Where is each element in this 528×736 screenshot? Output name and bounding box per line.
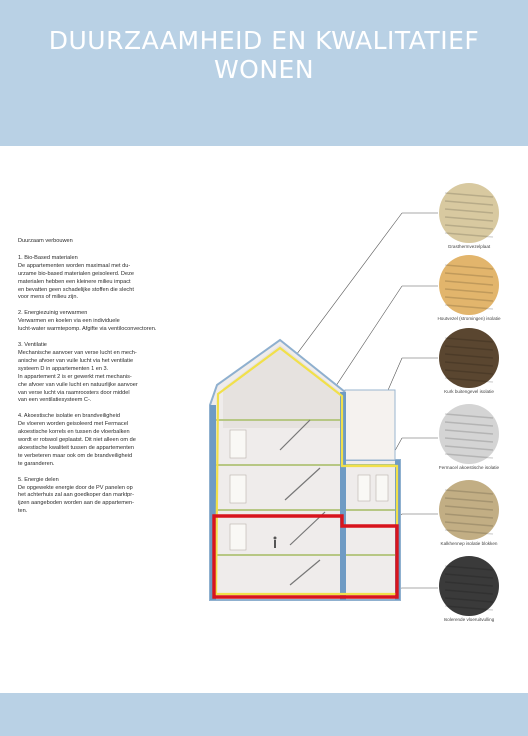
text-column: [18, 238, 186, 524]
body-line: van verse lucht via raamroosters door middel: [18, 389, 130, 396]
section-heading: Duurzaam verbouwen: [18, 238, 73, 244]
body-line: akoestische kwaliteit tussen de appartementen: [18, 444, 134, 451]
text-section: [18, 342, 186, 405]
sections-list: [18, 255, 186, 516]
body-line: De opgewekte energie door de PV panelen op: [18, 484, 133, 491]
text-section: [18, 477, 186, 517]
body-line: te garanderen.: [18, 460, 55, 467]
wood-fiber-board-icon: [439, 183, 499, 243]
body-line: materialen hebben een kleinere milieu impact: [18, 278, 131, 285]
body-line: akoestische korrels en tussen de vloerbalken: [18, 429, 130, 436]
gypsum-fiber-board-icon: [439, 404, 499, 464]
body-line: en bevatten geen schadelijke stoffen die slecht: [18, 286, 134, 293]
material-label: Isolerende vloeruitvulling: [443, 617, 495, 622]
wood-fiber-insulation-icon: [439, 255, 499, 315]
section-title: 1. Bio-Based materialen: [18, 254, 78, 261]
body-line: te verbeteren maar ook om de brandveiligheid: [18, 452, 133, 459]
body-line: De vloeren worden geisoleerd met Fermacel: [18, 421, 129, 428]
body-line: wordt er rotswol geplaatst. Dit niet alleen om de: [18, 437, 136, 444]
insulating-granules-icon: [439, 556, 499, 616]
body-line: ten.: [18, 508, 28, 515]
text-section: [18, 255, 186, 302]
body-line: van een ventilatiesysteem C-.: [18, 397, 92, 404]
section-title: 4. Akoestische isolatie en brandveiligheid: [18, 413, 120, 420]
body-line: lucht-water warmtepomp. Afgifte via ventiloconvectoren.: [18, 326, 157, 333]
building-section: [210, 340, 400, 600]
body-line: che afvoer van vuile lucht en natuurlijke aanvoer: [18, 381, 138, 388]
body-line: het achterhuis zal aan goedkoper dan marktpr-: [18, 492, 134, 499]
section-title: 2. Energiezuinig verwarmen: [18, 310, 88, 317]
material-label: Kalkhennep isolatie blokken: [440, 541, 498, 546]
material-label: Houtvezel (stromingen) isolatie: [437, 316, 501, 321]
material-label: Fermacel akoestische isolatie: [438, 465, 500, 470]
material-label: Grasthermvezelplaat: [447, 244, 491, 249]
hempcrete-block-icon: [439, 480, 499, 540]
body-line: voor mens of milieu zijn.: [18, 294, 78, 301]
body-line: In appartement 2 is er gewerkt met mechanis-: [18, 373, 132, 380]
text-section: [18, 310, 186, 334]
page-title: DUURZAAMHEID EN KWALITATIEF WONEN: [48, 26, 480, 84]
body-line: urzame bio-based materialen geisoleerd. Deze: [18, 270, 134, 277]
text-section: [18, 413, 186, 468]
section-title: 5. Energie delen: [18, 476, 59, 483]
body-line: Verwarmen en koelen via een individuele: [18, 318, 120, 325]
body-line: De appartementen worden maximaal met du-: [18, 262, 131, 269]
body-line: anische afvoer van vuile lucht via het ventilatie: [18, 357, 134, 364]
material-label: Kurk buitengevel isolatie: [444, 389, 494, 394]
section-title: 3. Ventilatie: [18, 342, 47, 349]
body-line: ijzen aangeboden worden aan de appartemen-: [18, 500, 135, 507]
cork-insulation-icon: [439, 328, 499, 388]
footer-band: [0, 693, 528, 736]
body-line: systeem D in appartementen 1 en 3.: [18, 365, 109, 372]
body-line: Mechanische aanvoer van verse lucht en mech-: [18, 349, 137, 356]
